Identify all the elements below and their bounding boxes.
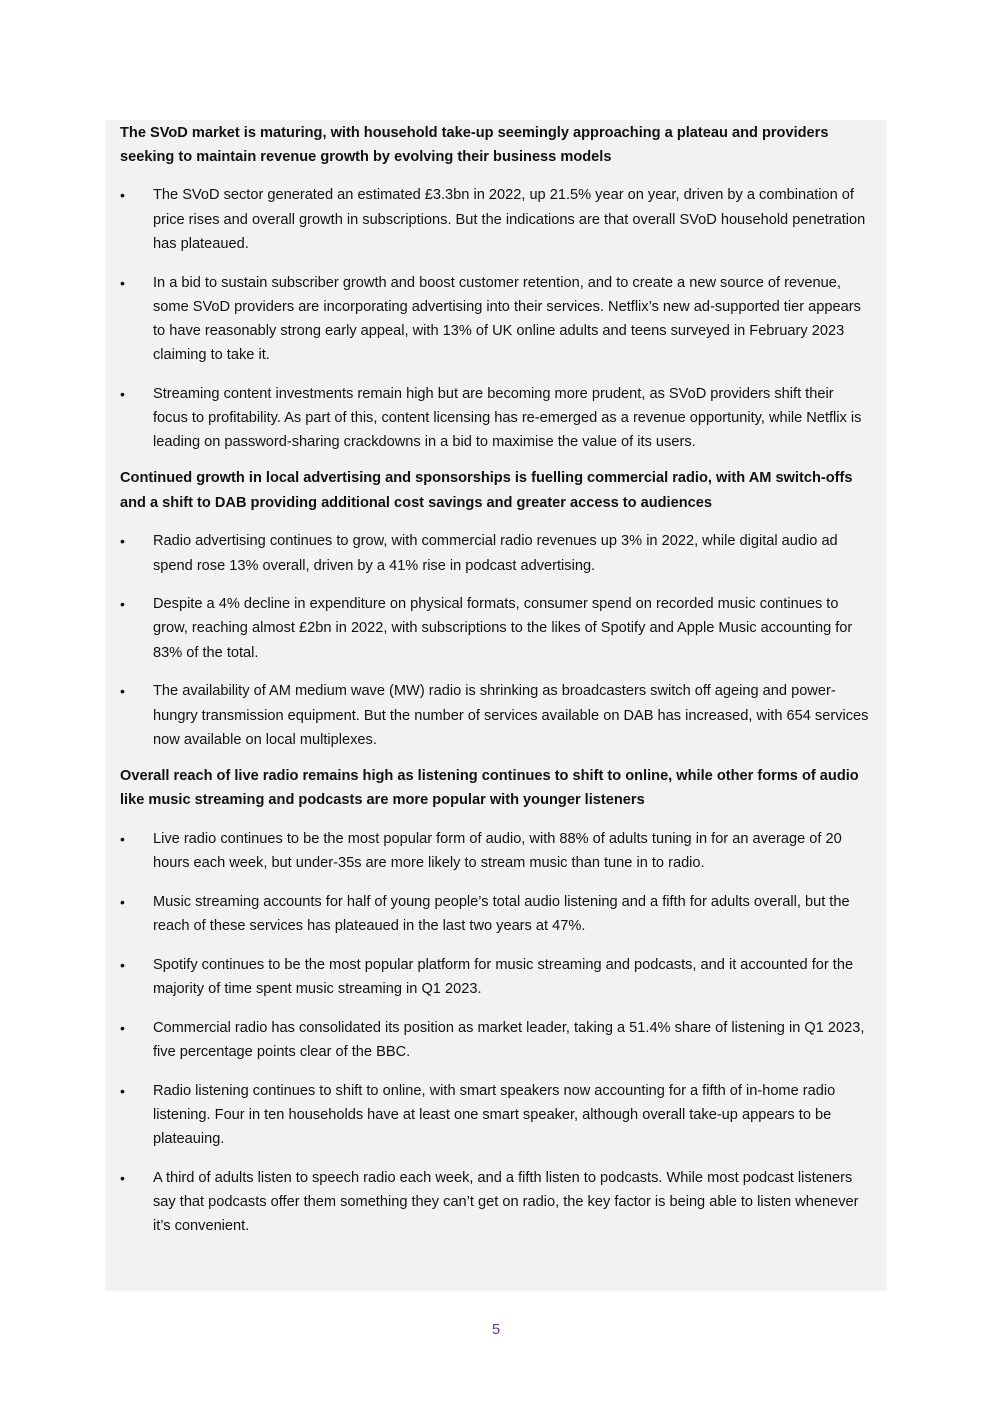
bullet-text: Streaming content investments remain high but are becoming more prudent, as SVoD providers shift their focus to profitability. As part of this, content licensing has re-emerged as a revenue opportunity, while Netflix is leading on password-sharing crackdowns in a bid to maximise the value of its users. [153,385,862,451]
summary-section-1 [120,120,869,454]
bullet-icon: • [120,1169,125,1186]
bullet-icon: • [120,830,125,847]
bullet-text: Radio listening continues to shift to online, with smart speakers now accounting for a fifth of in-home radio listening. Four in ten households have at least one smart speaker, although overall take-up appears to be plateauing. [153,1082,836,1147]
bullet-icon: • [120,1019,125,1036]
bullet-icon: • [120,533,125,550]
list-item [120,890,869,938]
bullet-icon: • [120,956,125,973]
summary-panel [105,120,887,1291]
list-item [120,679,869,752]
bullet-list [120,183,869,454]
list-item [120,1166,869,1239]
bullet-text: Spotify continues to be the most popular platform for music streaming and podcasts, and it accounted for the majority of time spent music streaming in Q1 2023. [153,956,854,997]
bullet-icon: • [120,596,125,613]
list-item [120,1016,869,1064]
bullet-icon: • [120,893,125,910]
list-item [120,953,869,1001]
page-number: 5 [491,1322,501,1338]
bullet-text: In a bid to sustain subscriber growth and boost customer retention, and to create a new source of revenue, some SVoD providers are incorporating advertising into their services. Netflix’s new ad-supported tier appears to have reasonably strong early appeal, with 13% of UK online adults and teens surveyed in February 2023 claiming to take it. [153,274,861,364]
list-item [120,827,869,875]
summary-sections [120,120,869,1238]
bullet-text: Live radio continues to be the most popular form of audio, with 88% of adults tuning in for an average of 20 hours each week, but under-35s are more likely to stream music than tune in to radio. [153,830,842,872]
list-item [120,271,869,368]
bullet-text: The availability of AM medium wave (MW) radio is shrinking as broadcasters switch off ageing and power-hungry transmission equipment. But the number of services available on DAB has increased, with 654 services now available on local multiplexes. [153,683,869,748]
bullet-list [120,529,869,752]
bullet-text: Music streaming accounts for half of young people’s total audio listening and a fifth for adults overall, but the reach of these services has plateaued in the last two years at 47%. [153,893,850,934]
list-item [120,183,869,256]
summary-section-3 [120,764,869,1238]
bullet-icon: • [120,187,125,204]
section-heading: Continued growth in local advertising and sponsorships is fuelling commercial radio, with AM switch-offs and a shift to DAB providing additional cost savings and greater access to audiences [120,470,853,511]
list-item [120,529,869,577]
bullet-icon: • [120,274,125,291]
bullet-list [120,827,869,1238]
bullet-text: A third of adults listen to speech radio each week, and a fifth listen to podcasts. While most podcast listeners say that podcasts offer them something they can’t get on radio, the key factor is being able to listen whenever it’s convenient. [153,1169,859,1235]
bullet-icon: • [120,1082,125,1099]
list-item [120,1079,869,1152]
bullet-icon: • [120,683,125,700]
list-item [120,382,869,455]
bullet-text: The SVoD sector generated an estimated £3.3bn in 2022, up 21.5% year on year, driven by a combination of price rises and overall growth in subscriptions. But the indications are that overall SVoD household penetration has plateaued. [153,187,866,252]
summary-section-2 [120,466,869,752]
bullet-text: Radio advertising continues to grow, with commercial radio revenues up 3% in 2022, while digital audio ad spend rose 13% overall, driven by a 41% rise in podcast advertising. [153,533,838,574]
bullet-icon: • [120,385,125,402]
section-heading: Overall reach of live radio remains high as listening continues to shift to online, while other forms of audio like music streaming and podcasts are more popular with younger listeners [120,767,859,809]
bullet-text: Commercial radio has consolidated its position as market leader, taking a 51.4% share of listening in Q1 2023, five percentage points clear of the BBC. [153,1019,865,1060]
bullet-text: Despite a 4% decline in expenditure on physical formats, consumer spend on recorded music continues to grow, reaching almost £2bn in 2022, with subscriptions to the likes of Spotify and Apple Music accounting for 83% of the total. [153,596,853,661]
list-item [120,592,869,665]
section-heading: The SVoD market is maturing, with household take-up seemingly approaching a plateau and providers seeking to maintain revenue growth by evolving their business models [120,125,829,166]
